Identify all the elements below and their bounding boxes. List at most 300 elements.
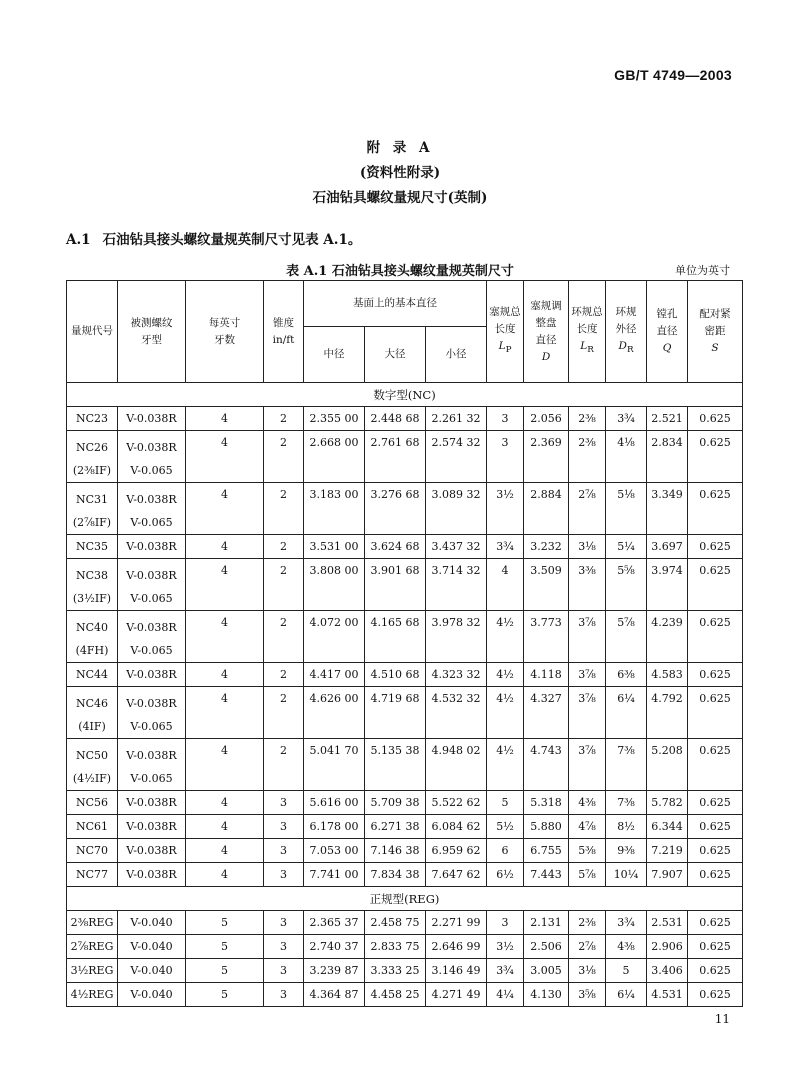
cell-dr: 3¾ — [606, 911, 647, 935]
cell-major: 4.719 68 — [365, 687, 426, 739]
cell-lr: 2⅜ — [569, 431, 606, 483]
thread-type-cell — [118, 431, 186, 483]
thread-type-cell — [118, 663, 186, 687]
header-ring-od: 环规 外径 $D_R$ — [606, 281, 647, 383]
cell-pitch: 3.808 00 — [304, 559, 365, 611]
gauge-code: NC38 — [75, 569, 109, 582]
cell-d: 2.884 — [524, 483, 569, 535]
table-unit: 单位为英寸 — [675, 264, 730, 277]
cell-pitch: 6.178 00 — [304, 815, 365, 839]
cell-d: 2.369 — [524, 431, 569, 483]
header-major: 大径 — [365, 327, 426, 383]
cell-pitch: 3.239 87 — [304, 959, 365, 983]
table-row — [67, 815, 743, 839]
gauge-code: (2⅜IF) — [72, 464, 112, 477]
cell-lp: 3¾ — [487, 959, 524, 983]
table-row — [67, 863, 743, 887]
cell-pitch: 2.365 37 — [304, 911, 365, 935]
header-standoff: 配对紧 密距 S — [688, 281, 743, 383]
gauge-code-cell — [67, 483, 118, 535]
cell-lr: 3⅝ — [569, 983, 606, 1007]
gauge-code-cell — [67, 839, 118, 863]
table-row — [67, 935, 743, 959]
appendix-heading-text: 石油钻具螺纹量规尺寸(英制) — [312, 190, 488, 206]
cell-dr: 7⅜ — [606, 739, 647, 791]
cell-lp: 4¼ — [487, 983, 524, 1007]
header-plug-diameter: 塞规调 整盘 直径 D — [524, 281, 569, 383]
header-basic-diameter: 基面上的基本直径 — [304, 281, 487, 327]
cell-q: 3.697 — [647, 535, 688, 559]
cell-q: 4.239 — [647, 611, 688, 663]
cell-lr: 3⅞ — [569, 663, 606, 687]
cell-dr: 10¼ — [606, 863, 647, 887]
cell-major: 5.709 38 — [365, 791, 426, 815]
cell-pitch: 2.740 37 — [304, 935, 365, 959]
cell-d: 2.056 — [524, 407, 569, 431]
table-row — [67, 431, 743, 483]
cell-dr: 5⅞ — [606, 611, 647, 663]
cell-dr: 5¼ — [606, 535, 647, 559]
cell-minor: 3.437 32 — [426, 535, 487, 559]
cell-lp: 3 — [487, 431, 524, 483]
thread-type: V-0.038R — [126, 668, 177, 681]
header-taper: 锥度 in/ft — [264, 281, 304, 383]
cell-lp: 6 — [487, 839, 524, 863]
thread-type: V-0.065 — [130, 516, 173, 529]
gauge-code-cell — [67, 663, 118, 687]
thread-type: V-0.038R — [126, 540, 177, 553]
cell-lr: 4⅜ — [569, 791, 606, 815]
cell-tpi: 5 — [186, 935, 264, 959]
cell-q: 7.907 — [647, 863, 688, 887]
cell-pitch: 5.041 70 — [304, 739, 365, 791]
gauge-code: NC40 — [75, 621, 109, 634]
thread-type: V-0.038R — [126, 441, 177, 454]
gauge-code: (3½IF) — [72, 592, 112, 605]
appendix-heading — [0, 136, 800, 211]
gauge-code-cell — [67, 959, 118, 983]
gauge-code: (4½IF) — [72, 772, 112, 785]
cell-dr: 6⅜ — [606, 663, 647, 687]
cell-lp: 4½ — [487, 611, 524, 663]
thread-type-cell — [118, 611, 186, 663]
cell-q: 7.219 — [647, 839, 688, 863]
thread-type: V-0.038R — [126, 796, 177, 809]
cell-dr: 3¾ — [606, 407, 647, 431]
cell-dr: 6¼ — [606, 983, 647, 1007]
cell-tpi: 4 — [186, 611, 264, 663]
group-title: 正规型(REG) — [67, 887, 743, 911]
cell-q: 5.782 — [647, 791, 688, 815]
cell-taper: 2 — [264, 535, 304, 559]
thread-type: V-0.065 — [130, 720, 173, 733]
cell-q: 2.531 — [647, 911, 688, 935]
gauge-code: 4½REG — [70, 988, 114, 1001]
cell-tpi: 5 — [186, 911, 264, 935]
cell-pitch: 4.364 87 — [304, 983, 365, 1007]
thread-type: V-0.040 — [130, 940, 173, 953]
thread-type-cell — [118, 687, 186, 739]
table-row — [67, 611, 743, 663]
cell-taper: 2 — [264, 483, 304, 535]
thread-type: V-0.038R — [126, 844, 177, 857]
cell-pitch: 4.417 00 — [304, 663, 365, 687]
thread-type: V-0.038R — [126, 749, 177, 762]
table-row — [67, 839, 743, 863]
cell-lr: 3⅞ — [569, 739, 606, 791]
cell-minor: 2.574 32 — [426, 431, 487, 483]
gauge-code-cell — [67, 863, 118, 887]
cell-s: 0.625 — [688, 739, 743, 791]
cell-lr: 2⅞ — [569, 483, 606, 535]
cell-tpi: 4 — [186, 535, 264, 559]
cell-taper: 3 — [264, 935, 304, 959]
thread-type: V-0.038R — [126, 569, 177, 582]
section-text: 石油钻具接头螺纹量规英制尺寸见表 A.1。 — [102, 232, 362, 248]
header-pitch: 中径 — [304, 327, 365, 383]
cell-lr: 5⅜ — [569, 839, 606, 863]
cell-lr: 5⅞ — [569, 863, 606, 887]
gauge-code-cell — [67, 815, 118, 839]
gauge-code-cell — [67, 535, 118, 559]
cell-pitch: 2.355 00 — [304, 407, 365, 431]
cell-s: 0.625 — [688, 611, 743, 663]
cell-dr: 8½ — [606, 815, 647, 839]
gauge-code: NC50 — [75, 749, 109, 762]
table-row — [67, 407, 743, 431]
thread-type-cell — [118, 483, 186, 535]
cell-s: 0.625 — [688, 663, 743, 687]
cell-q: 4.792 — [647, 687, 688, 739]
cell-pitch: 7.053 00 — [304, 839, 365, 863]
gauge-code: NC23 — [75, 412, 109, 425]
cell-minor: 4.532 32 — [426, 687, 487, 739]
cell-tpi: 4 — [186, 407, 264, 431]
cell-taper: 2 — [264, 663, 304, 687]
header-minor: 小径 — [426, 327, 487, 383]
gauge-code-cell — [67, 431, 118, 483]
thread-type: V-0.038R — [126, 621, 177, 634]
cell-q: 5.208 — [647, 739, 688, 791]
cell-q: 3.349 — [647, 483, 688, 535]
cell-lr: 2⅜ — [569, 911, 606, 935]
standard-number: GB/T 4749—2003 — [614, 67, 732, 83]
table-row — [67, 739, 743, 791]
table-row — [67, 687, 743, 739]
cell-major: 2.833 75 — [365, 935, 426, 959]
cell-major: 3.333 25 — [365, 959, 426, 983]
cell-major: 2.761 68 — [365, 431, 426, 483]
cell-lr: 3⅞ — [569, 611, 606, 663]
cell-major: 3.901 68 — [365, 559, 426, 611]
thread-type: V-0.040 — [130, 916, 173, 929]
cell-lp: 4½ — [487, 663, 524, 687]
cell-pitch: 4.626 00 — [304, 687, 365, 739]
table-row — [67, 983, 743, 1007]
gauge-code-cell — [67, 559, 118, 611]
cell-dr: 6¼ — [606, 687, 647, 739]
gauge-code: (2⅞IF) — [72, 516, 112, 529]
thread-type: V-0.065 — [130, 464, 173, 477]
cell-taper: 2 — [264, 559, 304, 611]
cell-pitch: 3.183 00 — [304, 483, 365, 535]
cell-major: 7.834 38 — [365, 863, 426, 887]
cell-major: 7.146 38 — [365, 839, 426, 863]
cell-major: 4.458 25 — [365, 983, 426, 1007]
cell-dr: 7⅜ — [606, 791, 647, 815]
cell-taper: 3 — [264, 839, 304, 863]
gauge-code: NC26 — [75, 441, 109, 454]
appendix-title: 附 录 A — [366, 140, 434, 156]
cell-s: 0.625 — [688, 559, 743, 611]
cell-s: 0.625 — [688, 863, 743, 887]
cell-d: 3.232 — [524, 535, 569, 559]
gauge-code-cell — [67, 983, 118, 1007]
cell-q: 3.406 — [647, 959, 688, 983]
header-thread-type: 被测螺纹 牙型 — [118, 281, 186, 383]
cell-dr: 9⅜ — [606, 839, 647, 863]
gauge-code: NC44 — [75, 668, 109, 681]
thread-type-cell — [118, 935, 186, 959]
cell-major: 4.165 68 — [365, 611, 426, 663]
cell-tpi: 4 — [186, 739, 264, 791]
cell-taper: 2 — [264, 611, 304, 663]
gauge-code: NC56 — [75, 796, 109, 809]
table-row — [67, 483, 743, 535]
cell-tpi: 4 — [186, 791, 264, 815]
thread-type-cell — [118, 791, 186, 815]
appendix-subtitle: (资料性附录) — [359, 165, 441, 181]
cell-lp: 3 — [487, 911, 524, 935]
cell-minor: 4.323 32 — [426, 663, 487, 687]
thread-type: V-0.038R — [126, 412, 177, 425]
cell-taper: 3 — [264, 815, 304, 839]
cell-s: 0.625 — [688, 407, 743, 431]
table-row — [67, 559, 743, 611]
cell-s: 0.625 — [688, 431, 743, 483]
cell-taper: 3 — [264, 911, 304, 935]
cell-lp: 4½ — [487, 739, 524, 791]
gauge-code-cell — [67, 407, 118, 431]
thread-type: V-0.038R — [126, 493, 177, 506]
cell-tpi: 4 — [186, 483, 264, 535]
cell-tpi: 4 — [186, 559, 264, 611]
cell-d: 7.443 — [524, 863, 569, 887]
gauge-code: NC77 — [75, 868, 109, 881]
cell-d: 4.327 — [524, 687, 569, 739]
cell-minor: 6.959 62 — [426, 839, 487, 863]
gauge-code: NC61 — [75, 820, 109, 833]
cell-tpi: 5 — [186, 959, 264, 983]
cell-lp: 3¾ — [487, 535, 524, 559]
thread-type: V-0.038R — [126, 820, 177, 833]
cell-lp: 5 — [487, 791, 524, 815]
thread-type-cell — [118, 911, 186, 935]
thread-type-cell — [118, 983, 186, 1007]
cell-pitch: 7.741 00 — [304, 863, 365, 887]
table-body — [67, 383, 743, 1007]
gauge-code: NC46 — [75, 697, 109, 710]
gauge-code: 2⅜REG — [70, 916, 114, 929]
cell-major: 2.448 68 — [365, 407, 426, 431]
cell-tpi: 4 — [186, 815, 264, 839]
cell-q: 2.521 — [647, 407, 688, 431]
cell-minor: 3.089 32 — [426, 483, 487, 535]
section-a1 — [66, 228, 361, 248]
cell-taper: 3 — [264, 863, 304, 887]
group-header-row — [67, 383, 743, 407]
cell-taper: 2 — [264, 407, 304, 431]
cell-pitch: 5.616 00 — [304, 791, 365, 815]
cell-tpi: 4 — [186, 431, 264, 483]
cell-minor: 5.522 62 — [426, 791, 487, 815]
cell-lp: 3 — [487, 407, 524, 431]
cell-s: 0.625 — [688, 483, 743, 535]
cell-q: 4.531 — [647, 983, 688, 1007]
cell-q: 4.583 — [647, 663, 688, 687]
cell-minor: 6.084 62 — [426, 815, 487, 839]
gauge-code-cell — [67, 911, 118, 935]
table-row — [67, 535, 743, 559]
cell-s: 0.625 — [688, 911, 743, 935]
cell-major: 3.276 68 — [365, 483, 426, 535]
page-number: 11 — [714, 1012, 730, 1026]
cell-s: 0.625 — [688, 935, 743, 959]
cell-lr: 4⅞ — [569, 815, 606, 839]
cell-tpi: 4 — [186, 839, 264, 863]
thread-type-cell — [118, 815, 186, 839]
cell-d: 5.880 — [524, 815, 569, 839]
thread-type: V-0.040 — [130, 964, 173, 977]
header-bore: 镗孔 直径 Q — [647, 281, 688, 383]
cell-q: 6.344 — [647, 815, 688, 839]
cell-major: 2.458 75 — [365, 911, 426, 935]
thread-type-cell — [118, 739, 186, 791]
cell-minor: 3.978 32 — [426, 611, 487, 663]
gauge-code: NC70 — [75, 844, 109, 857]
cell-lr: 2⅞ — [569, 935, 606, 959]
cell-d: 3.509 — [524, 559, 569, 611]
cell-minor: 2.271 99 — [426, 911, 487, 935]
cell-minor: 2.646 99 — [426, 935, 487, 959]
cell-lp: 3½ — [487, 935, 524, 959]
cell-taper: 3 — [264, 959, 304, 983]
gauge-code: 3½REG — [70, 964, 114, 977]
thread-type: V-0.040 — [130, 988, 173, 1001]
cell-s: 0.625 — [688, 983, 743, 1007]
cell-d: 5.318 — [524, 791, 569, 815]
thread-type-cell — [118, 839, 186, 863]
cell-minor: 4.271 49 — [426, 983, 487, 1007]
thread-type-cell — [118, 535, 186, 559]
cell-minor: 7.647 62 — [426, 863, 487, 887]
cell-pitch: 4.072 00 — [304, 611, 365, 663]
cell-lr: 3⅞ — [569, 687, 606, 739]
cell-lr: 2⅜ — [569, 407, 606, 431]
cell-pitch: 3.531 00 — [304, 535, 365, 559]
thread-type: V-0.065 — [130, 592, 173, 605]
cell-d: 4.118 — [524, 663, 569, 687]
table-row — [67, 959, 743, 983]
cell-s: 0.625 — [688, 535, 743, 559]
header-plug-length: 塞规总 长度 $L_P$ — [487, 281, 524, 383]
cell-d: 2.131 — [524, 911, 569, 935]
cell-s: 0.625 — [688, 959, 743, 983]
cell-tpi: 4 — [186, 687, 264, 739]
cell-d: 4.743 — [524, 739, 569, 791]
cell-lp: 3½ — [487, 483, 524, 535]
gauge-code: (4IF) — [78, 720, 106, 733]
gauge-code-cell — [67, 791, 118, 815]
cell-lp: 6½ — [487, 863, 524, 887]
cell-dr: 5 — [606, 959, 647, 983]
cell-major: 3.624 68 — [365, 535, 426, 559]
cell-q: 2.834 — [647, 431, 688, 483]
cell-dr: 4⅛ — [606, 431, 647, 483]
thread-type: V-0.065 — [130, 772, 173, 785]
cell-d: 2.506 — [524, 935, 569, 959]
cell-pitch: 2.668 00 — [304, 431, 365, 483]
gauge-code-cell — [67, 935, 118, 959]
cell-s: 0.625 — [688, 791, 743, 815]
cell-lp: 5½ — [487, 815, 524, 839]
header-ring-length: 环规总 长度 $L_R$ — [569, 281, 606, 383]
cell-minor: 3.146 49 — [426, 959, 487, 983]
cell-major: 6.271 38 — [365, 815, 426, 839]
cell-d: 6.755 — [524, 839, 569, 863]
cell-lr: 3⅛ — [569, 535, 606, 559]
gauge-code: NC31 — [75, 493, 109, 506]
table-row — [67, 663, 743, 687]
table-caption: 表 A.1 石油钻具接头螺纹量规英制尺寸 — [286, 264, 514, 279]
header-tpi: 每英寸 牙数 — [186, 281, 264, 383]
thread-type-cell — [118, 959, 186, 983]
cell-s: 0.625 — [688, 839, 743, 863]
thread-type: V-0.038R — [126, 868, 177, 881]
thread-type-cell — [118, 559, 186, 611]
cell-minor: 2.261 32 — [426, 407, 487, 431]
thread-type: V-0.038R — [126, 697, 177, 710]
cell-tpi: 4 — [186, 663, 264, 687]
thread-type: V-0.065 — [130, 644, 173, 657]
cell-d: 3.773 — [524, 611, 569, 663]
cell-q: 2.906 — [647, 935, 688, 959]
cell-taper: 3 — [264, 983, 304, 1007]
cell-major: 4.510 68 — [365, 663, 426, 687]
section-number: A.1 — [66, 232, 91, 248]
cell-lr: 3⅛ — [569, 959, 606, 983]
cell-lp: 4 — [487, 559, 524, 611]
cell-lr: 3⅜ — [569, 559, 606, 611]
group-header-row — [67, 887, 743, 911]
cell-dr: 5⅛ — [606, 483, 647, 535]
cell-tpi: 5 — [186, 983, 264, 1007]
gauge-code: (4FH) — [75, 644, 109, 657]
cell-s: 0.625 — [688, 687, 743, 739]
cell-dr: 5⅝ — [606, 559, 647, 611]
cell-q: 3.974 — [647, 559, 688, 611]
cell-minor: 4.948 02 — [426, 739, 487, 791]
cell-minor: 3.714 32 — [426, 559, 487, 611]
cell-tpi: 4 — [186, 863, 264, 887]
cell-d: 3.005 — [524, 959, 569, 983]
gauge-code-cell — [67, 611, 118, 663]
group-title: 数字型(NC) — [67, 383, 743, 407]
cell-major: 5.135 38 — [365, 739, 426, 791]
gauge-code: NC35 — [75, 540, 109, 553]
table-row — [67, 791, 743, 815]
cell-dr: 4⅜ — [606, 935, 647, 959]
